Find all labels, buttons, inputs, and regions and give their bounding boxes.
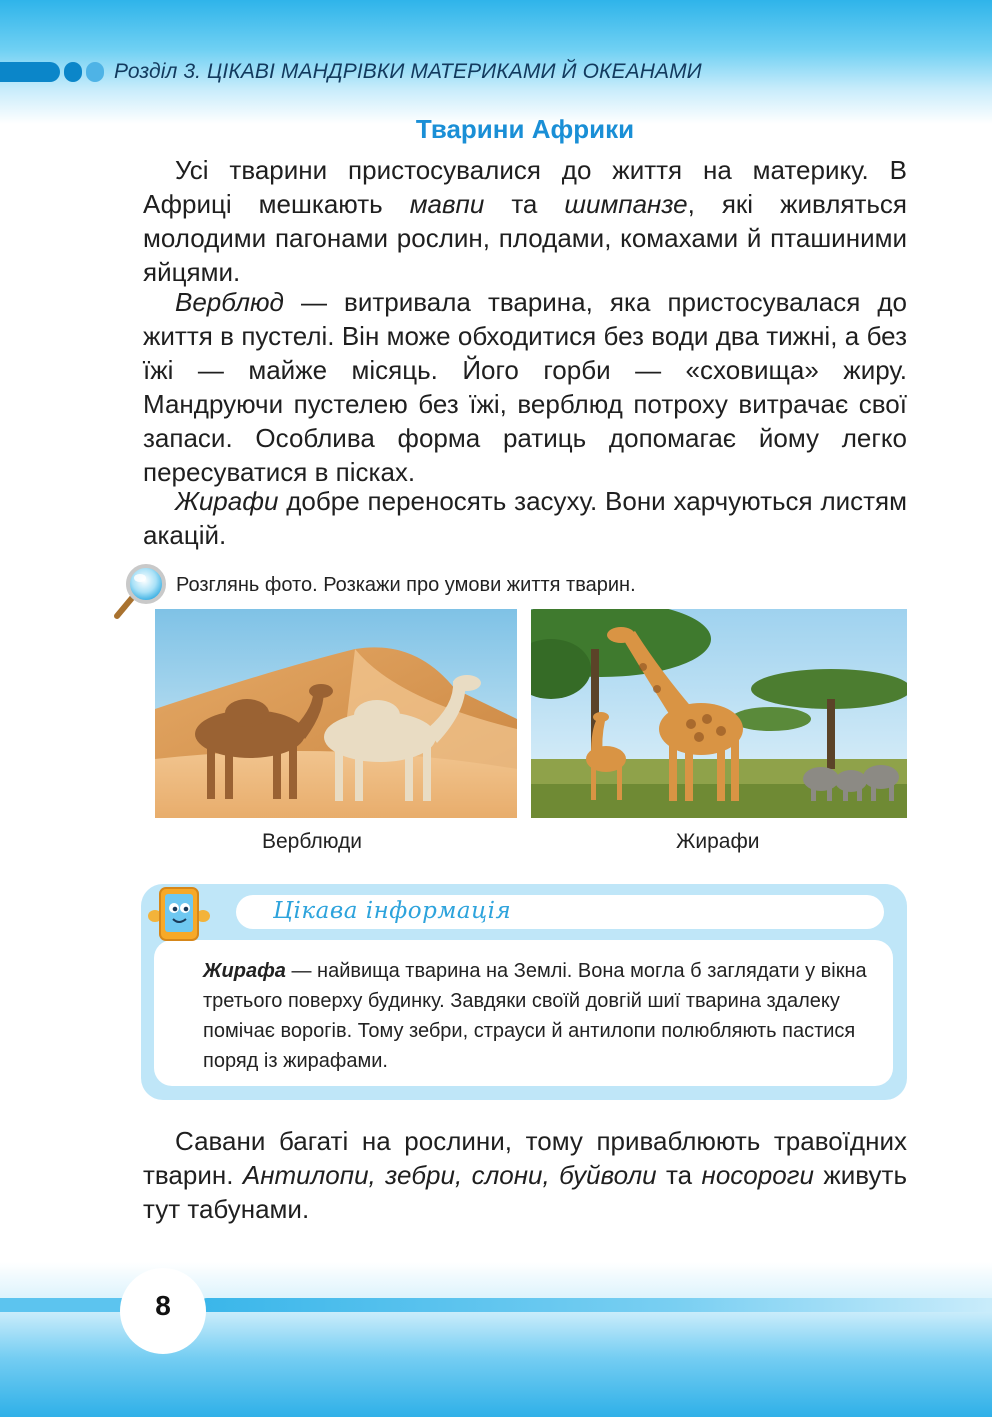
paragraph-giraffes: Жирафи добре переносять засуху. Вони харчуються листям акацій.	[143, 486, 907, 550]
page-number: 8	[155, 1290, 171, 1321]
info-box-title: Цікава інформація	[273, 898, 512, 924]
header-dot-1	[64, 62, 82, 82]
section-heading: Тварини Африки	[415, 114, 635, 144]
giraffes-photo	[531, 609, 907, 818]
info-box-text: Жирафа — найвища тварина на Землі. Вона могла б заглядати у вікна третього поверху будинку. Завдяки своїй довгій шиї тварина здалеку помічає ворогів. Тому зебри, страуси й антилопи полюбляють пастися поряд із жирафами.	[203, 960, 867, 1072]
tablet-mascot-icon	[146, 880, 212, 946]
footer-bar-left	[0, 1298, 130, 1312]
header-accent-bar	[0, 62, 60, 82]
footer-bar-right	[200, 1298, 992, 1312]
camels-caption: Верблюди	[262, 830, 362, 853]
header-dot-2	[86, 62, 104, 82]
paragraph-savanna: Савани багаті на рослини, тому приваблюють травоїдних тварин. Антилопи, зебри, слони, буйволи та носороги живуть тут табунами.	[143, 1126, 907, 1224]
camels-photo	[155, 609, 517, 818]
task-instruction: Розглянь фото. Розкажи про умови життя тварин.	[176, 574, 636, 596]
paragraph-camel: Верблюд — витривала тварина, яка пристосувалася до життя в пустелі. Він може обходитися без води два тижні, а без їжі — майже місяць. Його горби — «сховища» жиру. Мандруючи пустелею без їжі, верблюд потроху витрачає свої запаси. Особлива форма ратиць допомагає йому легко пересуватися в пісках.	[143, 287, 907, 487]
giraffes-caption: Жирафи	[676, 830, 760, 853]
paragraph-monkeys: Усі тварини пристосувалися до життя на материку. В Африці мешкають мавпи та шимпанзе, які живляться молодими пагонами рослин, плодами, комахами й пташиними яйцями.	[143, 155, 907, 287]
chapter-title: Розділ 3. ЦІКАВІ МАНДРІВКИ МАТЕРИКАМИ Й ОКЕАНАМИ	[114, 60, 702, 83]
